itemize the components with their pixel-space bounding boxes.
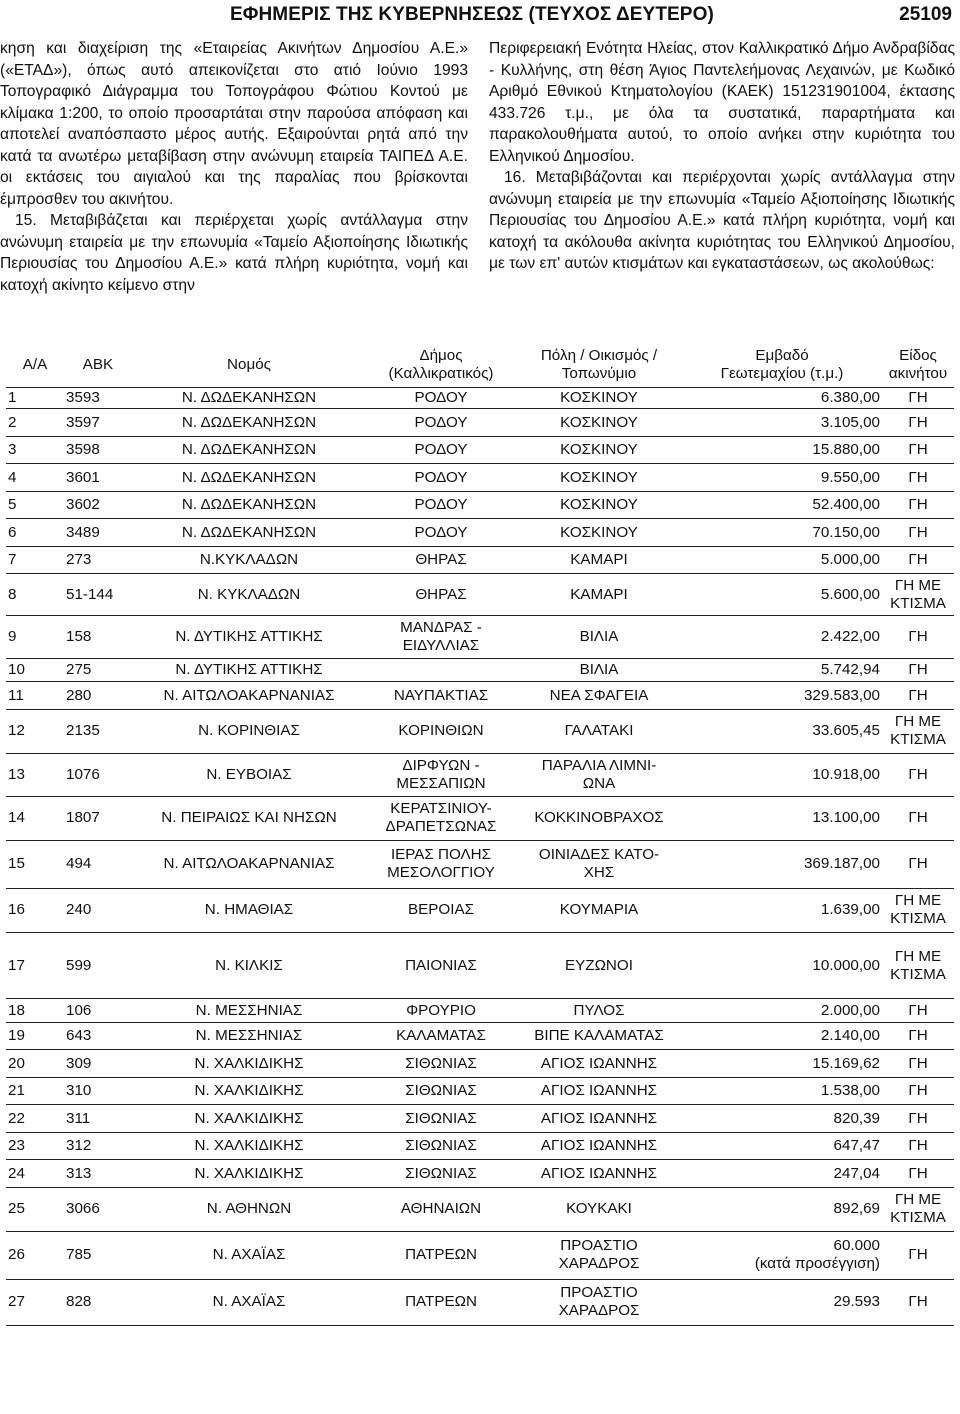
table-row: [6, 491, 954, 519]
property-type-cell: ΓΗ: [882, 682, 954, 710]
locality-cell: ΚΟΚΚΙΝΟΒΡΑΧΟΣ: [516, 796, 682, 840]
row-number-cell: 9: [6, 615, 64, 658]
row-number-cell: 11: [6, 682, 64, 710]
property-type-cell: ΓΗ: [882, 388, 954, 409]
locality-cell: ΒΙΠΕ ΚΑΛΑΜΑΤΑΣ: [516, 1022, 682, 1050]
column-header: Νομός: [132, 343, 366, 388]
row-number-cell: 3: [6, 436, 64, 464]
municipality-cell: ΡΟΔΟΥ: [366, 388, 516, 409]
right-text-column: [489, 38, 955, 275]
property-type-cell: ΓΗ ΜΕ ΚΤΙΣΜΑ: [882, 709, 954, 753]
property-type-cell: ΓΗ: [882, 753, 954, 796]
abk-code-cell: 1076: [64, 753, 132, 796]
area-cell: 13.100,00: [682, 796, 882, 840]
table-row: [6, 1050, 954, 1078]
area-cell: 10.918,00: [682, 753, 882, 796]
locality-cell: ΒΙΛΙΑ: [516, 615, 682, 658]
area-cell: 5.600,00: [682, 574, 882, 616]
gazette-title: ΕΦΗΜΕΡΙΣ ΤΗΣ ΚΥΒΕΡΝΗΣΕΩΣ (ΤΕΥΧΟΣ ΔΕΥΤΕΡΟ): [230, 4, 714, 25]
row-number-cell: 20: [6, 1050, 64, 1078]
municipality-cell: ΠΑΤΡΕΩΝ: [366, 1279, 516, 1325]
municipality-cell: ΡΟΔΟΥ: [366, 464, 516, 492]
locality-cell: ΟΙΝΙΑΔΕΣ ΚΑΤΟ- ΧΗΣ: [516, 840, 682, 888]
area-cell: 60.000 (κατά προσέγγιση): [682, 1231, 882, 1279]
table-row: [6, 709, 954, 753]
property-type-cell: ΓΗ: [882, 464, 954, 492]
municipality-cell: ΜΑΝΔΡΑΣ - ΕΙΔΥΛΛΙΑΣ: [366, 615, 516, 658]
prefecture-cell: Ν. ΧΑΛΚΙΔΙΚΗΣ: [132, 1105, 366, 1133]
municipality-cell: ΒΕΡΟΙΑΣ: [366, 888, 516, 932]
area-cell: 15.169,62: [682, 1050, 882, 1078]
municipality-cell: ΚΟΡΙΝΘΙΩΝ: [366, 709, 516, 753]
locality-cell: ΚΟΥΚΑΚΙ: [516, 1187, 682, 1231]
table-row: [6, 464, 954, 492]
locality-cell: ΠΥΛΟΣ: [516, 999, 682, 1023]
abk-code-cell: 240: [64, 888, 132, 932]
area-cell: 2.000,00: [682, 999, 882, 1023]
row-number-cell: 21: [6, 1077, 64, 1105]
property-type-cell: ΓΗ: [882, 1105, 954, 1133]
table-row: [6, 999, 954, 1023]
locality-cell: ΑΓΙΟΣ ΙΩΑΝΝΗΣ: [516, 1132, 682, 1160]
paragraph: κηση και διαχείριση της «Εταιρείας Ακινήτων Δημοσίου Α.Ε.» («ΕΤΑΔ»), όπως αυτό απεικονίζεται στο ατιό Ιούνιο 1993 Τοπογραφικό Διάγραμμα του Τοπογράφου Φώτιου Κοντού με κλίμακα 1:200, το οποίο προσαρτάται στην παρούσα απόφαση και αποτελεί αναπόσπαστο μέρος αυτής. Εξαιρούνται ρητά από την κατά τα ανωτέρω μεταβίβαση στην ανώνυμη εταιρεία ΤΑΙΠΕΔ Α.Ε. οι εκτάσεις του αιγιαλού και της παραλίας που βρίσκονται έμπροσθεν του ακινήτου.: [0, 40, 468, 208]
row-number-cell: 7: [6, 546, 64, 574]
table-row: [6, 1187, 954, 1231]
paragraph: 16. Μεταβιβάζονται και περιέρχονται χωρίς αντάλλαγμα στην ανώνυμη εταιρεία με την επωνυμία «Ταμείο Αξιοποίησης Ιδιωτικής Περιουσίας του Δημοσίου Α.Ε.» κατά πλήρη κυριότητα, νομή και κατοχή τα ακόλουθα ακίνητα κυριότητας του Ελληνικού Δημοσίου, με των επ' αυτών κτισμάτων και εγκαταστάσεων, ως ακολούθως:: [489, 169, 955, 272]
locality-cell: ΑΓΙΟΣ ΙΩΑΝΝΗΣ: [516, 1050, 682, 1078]
municipality-cell: ΣΙΘΩΝΙΑΣ: [366, 1077, 516, 1105]
area-cell: 1.639,00: [682, 888, 882, 932]
abk-code-cell: 828: [64, 1279, 132, 1325]
row-number-cell: 16: [6, 888, 64, 932]
property-type-cell: ΓΗ: [882, 491, 954, 519]
table-row: [6, 796, 954, 840]
area-cell: 2.140,00: [682, 1022, 882, 1050]
row-number-cell: 18: [6, 999, 64, 1023]
row-number-cell: 17: [6, 932, 64, 999]
row-number-cell: 15: [6, 840, 64, 888]
property-type-cell: ΓΗ ΜΕ ΚΤΙΣΜΑ: [882, 888, 954, 932]
property-type-cell: ΓΗ: [882, 1231, 954, 1279]
paragraph: 15. Μεταβιβάζεται και περιέρχεται χωρίς αντάλλαγμα στην ανώνυμη εταιρεία με την επωνυμία «Ταμείο Αξιοποίησης Ιδιωτικής Περιουσίας του Δημοσίου Α.Ε.» κατά πλήρη κυριότητα, νομή και κατοχή ακίνητο κείμενο στην: [0, 212, 468, 294]
abk-code-cell: 313: [64, 1160, 132, 1188]
property-type-cell: ΓΗ ΜΕ ΚΤΙΣΜΑ: [882, 1187, 954, 1231]
prefecture-cell: Ν. ΧΑΛΚΙΔΙΚΗΣ: [132, 1077, 366, 1105]
prefecture-cell: Ν. ΚΟΡΙΝΘΙΑΣ: [132, 709, 366, 753]
table-row: [6, 658, 954, 682]
area-cell: 15.880,00: [682, 436, 882, 464]
abk-code-cell: 51-144: [64, 574, 132, 616]
table-header-row: [6, 343, 954, 388]
column-header: Δήμος (Καλλικρατικός): [366, 343, 516, 388]
table-row: [6, 682, 954, 710]
prefecture-cell: Ν. ΑΙΤΩΛΟΑΚΑΡΝΑΝΙΑΣ: [132, 682, 366, 710]
prefecture-cell: Ν. ΧΑΛΚΙΔΙΚΗΣ: [132, 1132, 366, 1160]
row-number-cell: 26: [6, 1231, 64, 1279]
abk-code-cell: 311: [64, 1105, 132, 1133]
area-cell: 5.742,94: [682, 658, 882, 682]
municipality-cell: ΔΙΡΦΥΩΝ - ΜΕΣΣΑΠΙΩΝ: [366, 753, 516, 796]
locality-cell: ΑΓΙΟΣ ΙΩΑΝΝΗΣ: [516, 1160, 682, 1188]
municipality-cell: ΡΟΔΟΥ: [366, 519, 516, 547]
municipality-cell: ΣΙΘΩΝΙΑΣ: [366, 1105, 516, 1133]
table-row: [6, 546, 954, 574]
table-row: [6, 1077, 954, 1105]
area-cell: 10.000,00: [682, 932, 882, 999]
column-header: ΑΒΚ: [64, 343, 132, 388]
row-number-cell: 25: [6, 1187, 64, 1231]
municipality-cell: ΠΑΙΟΝΙΑΣ: [366, 932, 516, 999]
abk-code-cell: 280: [64, 682, 132, 710]
prefecture-cell: Ν. ΔΩΔΕΚΑΝΗΣΩΝ: [132, 519, 366, 547]
locality-cell: ΒΙΛΙΑ: [516, 658, 682, 682]
municipality-cell: ΙΕΡΑΣ ΠΟΛΗΣ ΜΕΣΟΛΟΓΓΙΟΥ: [366, 840, 516, 888]
municipality-cell: ΣΙΘΩΝΙΑΣ: [366, 1050, 516, 1078]
table-row: [6, 1132, 954, 1160]
abk-code-cell: 3602: [64, 491, 132, 519]
area-cell: 33.605,45: [682, 709, 882, 753]
row-number-cell: 27: [6, 1279, 64, 1325]
abk-code-cell: 3489: [64, 519, 132, 547]
property-type-cell: ΓΗ: [882, 1160, 954, 1188]
paragraph: Περιφερειακή Ενότητα Ηλείας, στον Καλλικρατικό Δήμο Ανδραβίδας - Κυλλήνης, στη θέση Άγιος Παντελεήμονας Λεχαινών, με Κωδικό Αριθμό Εθνικού Κτηματολογίου (ΚΑΕΚ) 151231901004, έκτασης 433.726 τ.μ., με όλα τα συστατικά, παραρτήματα και παρακολουθήματα αυτού, το οποίο ανήκει στην κυριότητα του Ελληνικού Δημοσίου.: [489, 40, 955, 165]
property-type-cell: ΓΗ: [882, 1077, 954, 1105]
property-type-cell: ΓΗ: [882, 1279, 954, 1325]
property-type-cell: ΓΗ: [882, 436, 954, 464]
abk-code-cell: 494: [64, 840, 132, 888]
column-header: Είδος ακινήτου: [882, 343, 954, 388]
municipality-cell: ΣΙΘΩΝΙΑΣ: [366, 1160, 516, 1188]
prefecture-cell: Ν. ΜΕΣΣΗΝΙΑΣ: [132, 999, 366, 1023]
row-number-cell: 14: [6, 796, 64, 840]
locality-cell: ΠΡΟΑΣΤΙΟ ΧΑΡΑΔΡΟΣ: [516, 1231, 682, 1279]
prefecture-cell: Ν. ΔΥΤΙΚΗΣ ΑΤΤΙΚΗΣ: [132, 658, 366, 682]
area-cell: 6.380,00: [682, 388, 882, 409]
prefecture-cell: Ν. ΠΕΙΡΑΙΩΣ ΚΑΙ ΝΗΣΩΝ: [132, 796, 366, 840]
locality-cell: ΚΟΣΚΙΝΟΥ: [516, 436, 682, 464]
property-type-cell: ΓΗ: [882, 519, 954, 547]
area-cell: 369.187,00: [682, 840, 882, 888]
prefecture-cell: Ν. ΔΩΔΕΚΑΝΗΣΩΝ: [132, 388, 366, 409]
row-number-cell: 2: [6, 409, 64, 437]
property-type-cell: ΓΗ: [882, 999, 954, 1023]
property-type-cell: ΓΗ: [882, 840, 954, 888]
prefecture-cell: Ν. ΗΜΑΘΙΑΣ: [132, 888, 366, 932]
municipality-cell: ΝΑΥΠΑΚΤΙΑΣ: [366, 682, 516, 710]
row-number-cell: 4: [6, 464, 64, 492]
left-text-column: [0, 38, 468, 296]
prefecture-cell: Ν. ΕΥΒΟΙΑΣ: [132, 753, 366, 796]
municipality-cell: ΚΑΛΑΜΑΤΑΣ: [366, 1022, 516, 1050]
column-header: Εμβαδό Γεωτεμαχίου (τ.μ.): [682, 343, 882, 388]
row-number-cell: 10: [6, 658, 64, 682]
abk-code-cell: 310: [64, 1077, 132, 1105]
prefecture-cell: Ν. ΔΥΤΙΚΗΣ ΑΤΤΙΚΗΣ: [132, 615, 366, 658]
property-type-cell: ΓΗ: [882, 1022, 954, 1050]
locality-cell: ΚΑΜΑΡΙ: [516, 546, 682, 574]
municipality-cell: ΦΡΟΥΡΙΟ: [366, 999, 516, 1023]
prefecture-cell: Ν. ΔΩΔΕΚΑΝΗΣΩΝ: [132, 491, 366, 519]
abk-code-cell: 3597: [64, 409, 132, 437]
table-row: [6, 436, 954, 464]
table-row: [6, 1105, 954, 1133]
abk-code-cell: 2135: [64, 709, 132, 753]
locality-cell: ΚΟΣΚΙΝΟΥ: [516, 464, 682, 492]
prefecture-cell: Ν. ΧΑΛΚΙΔΙΚΗΣ: [132, 1160, 366, 1188]
abk-code-cell: 275: [64, 658, 132, 682]
prefecture-cell: Ν. ΑΙΤΩΛΟΑΚΑΡΝΑΝΙΑΣ: [132, 840, 366, 888]
abk-code-cell: 3593: [64, 388, 132, 409]
table-row: [6, 615, 954, 658]
table-row: [6, 1160, 954, 1188]
area-cell: 820,39: [682, 1105, 882, 1133]
property-type-cell: ΓΗ: [882, 658, 954, 682]
municipality-cell: [366, 658, 516, 682]
property-type-cell: ΓΗ: [882, 409, 954, 437]
column-header: Πόλη / Οικισμός / Τοπωνύμιο: [516, 343, 682, 388]
row-number-cell: 24: [6, 1160, 64, 1188]
table-row: [6, 519, 954, 547]
property-type-cell: ΓΗ: [882, 615, 954, 658]
municipality-cell: ΠΑΤΡΕΩΝ: [366, 1231, 516, 1279]
locality-cell: ΚΟΣΚΙΝΟΥ: [516, 519, 682, 547]
locality-cell: ΚΟΥΜΑΡΙΑ: [516, 888, 682, 932]
abk-code-cell: 312: [64, 1132, 132, 1160]
prefecture-cell: Ν. ΔΩΔΕΚΑΝΗΣΩΝ: [132, 464, 366, 492]
locality-cell: ΚΑΜΑΡΙ: [516, 574, 682, 616]
area-cell: 3.105,00: [682, 409, 882, 437]
prefecture-cell: Ν. ΜΕΣΣΗΝΙΑΣ: [132, 1022, 366, 1050]
area-cell: 52.400,00: [682, 491, 882, 519]
locality-cell: ΑΓΙΟΣ ΙΩΑΝΝΗΣ: [516, 1105, 682, 1133]
row-number-cell: 6: [6, 519, 64, 547]
page-number: 25109: [899, 4, 952, 25]
table-row: [6, 409, 954, 437]
row-number-cell: 19: [6, 1022, 64, 1050]
locality-cell: ΝΕΑ ΣΦΑΓΕΙΑ: [516, 682, 682, 710]
area-cell: 1.538,00: [682, 1077, 882, 1105]
abk-code-cell: 3066: [64, 1187, 132, 1231]
abk-code-cell: 3598: [64, 436, 132, 464]
locality-cell: ΕΥΖΩΝΟΙ: [516, 932, 682, 999]
locality-cell: ΠΑΡΑΛΙΑ ΛΙΜΝΙ- ΩΝΑ: [516, 753, 682, 796]
abk-code-cell: 643: [64, 1022, 132, 1050]
table-row: [6, 753, 954, 796]
locality-cell: ΚΟΣΚΙΝΟΥ: [516, 491, 682, 519]
table-row: [6, 840, 954, 888]
municipality-cell: ΘΗΡΑΣ: [366, 574, 516, 616]
prefecture-cell: Ν. ΚΥΚΛΑΔΩΝ: [132, 574, 366, 616]
row-number-cell: 13: [6, 753, 64, 796]
area-cell: 70.150,00: [682, 519, 882, 547]
property-type-cell: ΓΗ: [882, 1050, 954, 1078]
property-type-cell: ΓΗ: [882, 796, 954, 840]
municipality-cell: ΚΕΡΑΤΣΙΝΙΟΥ- ΔΡΑΠΕΤΣΩΝΑΣ: [366, 796, 516, 840]
table-row: [6, 574, 954, 616]
row-number-cell: 12: [6, 709, 64, 753]
table-row: [6, 1231, 954, 1279]
area-cell: 329.583,00: [682, 682, 882, 710]
prefecture-cell: Ν. ΚΙΛΚΙΣ: [132, 932, 366, 999]
table-row: [6, 1279, 954, 1325]
property-type-cell: ΓΗ ΜΕ ΚΤΙΣΜΑ: [882, 574, 954, 616]
row-number-cell: 1: [6, 388, 64, 409]
municipality-cell: ΑΘΗΝΑΙΩΝ: [366, 1187, 516, 1231]
prefecture-cell: Ν. ΑΧΑΪΑΣ: [132, 1231, 366, 1279]
property-type-cell: ΓΗ: [882, 1132, 954, 1160]
abk-code-cell: 785: [64, 1231, 132, 1279]
prefecture-cell: Ν. ΑΘΗΝΩΝ: [132, 1187, 366, 1231]
prefecture-cell: Ν. ΑΧΑΪΑΣ: [132, 1279, 366, 1325]
municipality-cell: ΡΟΔΟΥ: [366, 491, 516, 519]
prefecture-cell: Ν. ΔΩΔΕΚΑΝΗΣΩΝ: [132, 409, 366, 437]
area-cell: 2.422,00: [682, 615, 882, 658]
prefecture-cell: Ν. ΔΩΔΕΚΑΝΗΣΩΝ: [132, 436, 366, 464]
table-row: [6, 932, 954, 999]
abk-code-cell: 158: [64, 615, 132, 658]
row-number-cell: 22: [6, 1105, 64, 1133]
locality-cell: ΓΑΛΑΤΑΚΙ: [516, 709, 682, 753]
locality-cell: ΚΟΣΚΙΝΟΥ: [516, 409, 682, 437]
area-cell: 647,47: [682, 1132, 882, 1160]
locality-cell: ΑΓΙΟΣ ΙΩΑΝΝΗΣ: [516, 1077, 682, 1105]
property-table: [6, 343, 954, 1326]
abk-code-cell: 3601: [64, 464, 132, 492]
column-header: Α/Α: [6, 343, 64, 388]
area-cell: 247,04: [682, 1160, 882, 1188]
property-type-cell: ΓΗ: [882, 546, 954, 574]
abk-code-cell: 599: [64, 932, 132, 999]
municipality-cell: ΣΙΘΩΝΙΑΣ: [366, 1132, 516, 1160]
row-number-cell: 8: [6, 574, 64, 616]
abk-code-cell: 309: [64, 1050, 132, 1078]
locality-cell: ΚΟΣΚΙΝΟΥ: [516, 388, 682, 409]
area-cell: 5.000,00: [682, 546, 882, 574]
table-row: [6, 388, 954, 409]
prefecture-cell: Ν. ΧΑΛΚΙΔΙΚΗΣ: [132, 1050, 366, 1078]
municipality-cell: ΡΟΔΟΥ: [366, 409, 516, 437]
property-type-cell: ΓΗ ΜΕ ΚΤΙΣΜΑ: [882, 932, 954, 999]
row-number-cell: 23: [6, 1132, 64, 1160]
row-number-cell: 5: [6, 491, 64, 519]
abk-code-cell: 273: [64, 546, 132, 574]
table-row: [6, 1022, 954, 1050]
municipality-cell: ΡΟΔΟΥ: [366, 436, 516, 464]
abk-code-cell: 1807: [64, 796, 132, 840]
table-row: [6, 888, 954, 932]
municipality-cell: ΘΗΡΑΣ: [366, 546, 516, 574]
area-cell: 892,69: [682, 1187, 882, 1231]
prefecture-cell: Ν.ΚΥΚΛΑΔΩΝ: [132, 546, 366, 574]
area-cell: 29.593: [682, 1279, 882, 1325]
abk-code-cell: 106: [64, 999, 132, 1023]
locality-cell: ΠΡΟΑΣΤΙΟ ΧΑΡΑΔΡΟΣ: [516, 1279, 682, 1325]
page-header: [0, 4, 960, 30]
area-cell: 9.550,00: [682, 464, 882, 492]
